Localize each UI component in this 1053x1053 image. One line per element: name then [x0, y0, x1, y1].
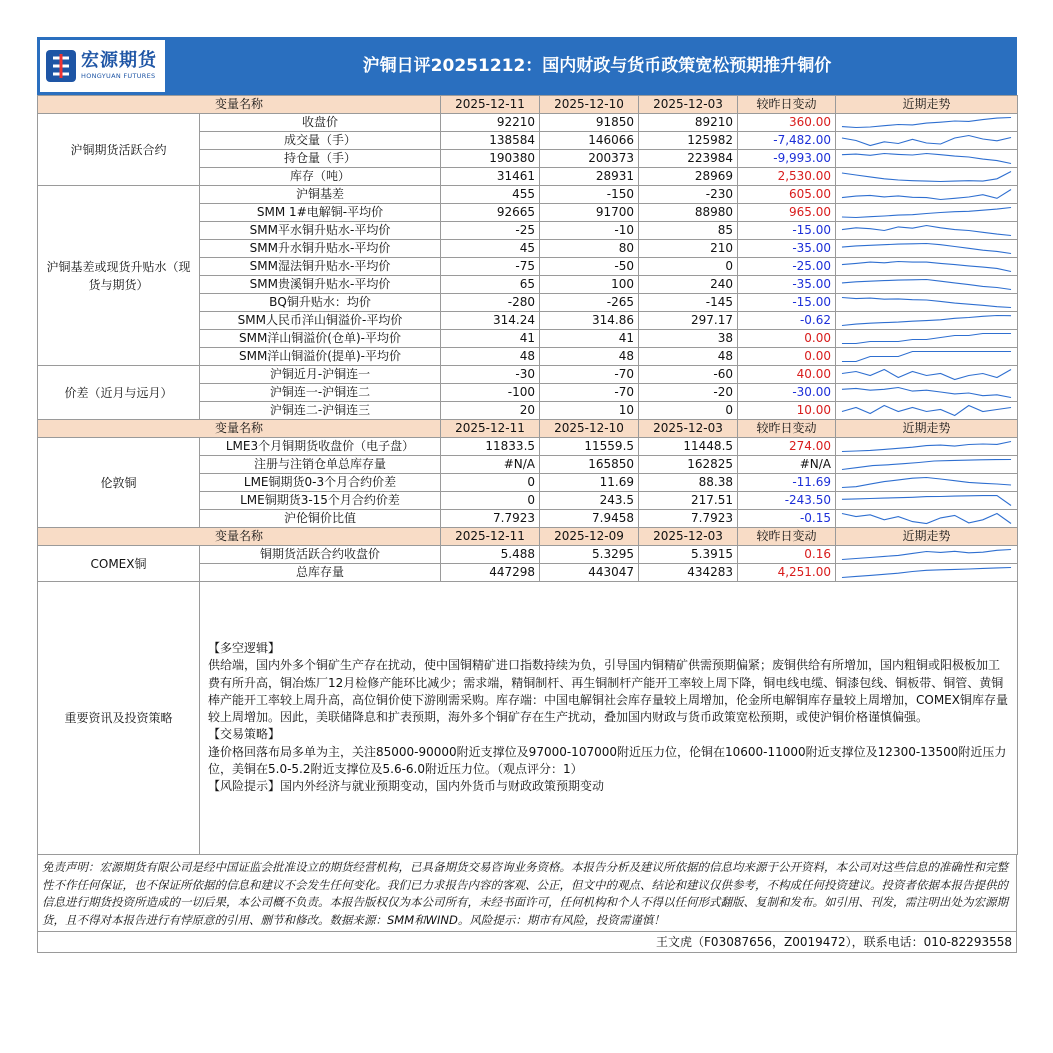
table-row	[38, 546, 1018, 564]
value-cell: 314.86	[540, 312, 639, 330]
change-cell: -30.00	[738, 384, 836, 402]
header-date: 2025-12-11	[441, 420, 540, 438]
category-label	[38, 438, 200, 528]
sparkline-chart	[840, 565, 1013, 580]
sparkline-chart	[840, 223, 1013, 238]
header-trend: 近期走势	[836, 528, 1018, 546]
sparkline-line	[842, 316, 1011, 326]
variable-name: 持仓量（手）	[200, 150, 441, 168]
value-cell: 210	[639, 240, 738, 258]
variable-name: 成交量（手）	[200, 132, 441, 150]
category-label	[38, 186, 200, 366]
sparkline-chart	[840, 511, 1013, 526]
value-cell: 20	[441, 402, 540, 420]
variable-name: SMM平水铜升贴水-平均价	[200, 222, 441, 240]
sparkline-chart	[840, 277, 1013, 292]
variable-name: SMM湿法铜升贴水-平均价	[200, 258, 441, 276]
value-cell: -60	[639, 366, 738, 384]
value-cell: 11448.5	[639, 438, 738, 456]
report-page	[37, 37, 1017, 953]
header-date: 2025-12-03	[639, 420, 738, 438]
value-cell: 11559.5	[540, 438, 639, 456]
value-cell: 100	[540, 276, 639, 294]
sparkline-chart	[840, 241, 1013, 256]
column-header-row	[38, 420, 1018, 438]
variable-name: LME3个月铜期货收盘价（电子盘）	[200, 438, 441, 456]
value-cell: 89210	[639, 114, 738, 132]
value-cell: -145	[639, 294, 738, 312]
sparkline-line	[842, 334, 1011, 344]
table-row	[38, 438, 1018, 456]
variable-name: 沪铜连二-沪铜连三	[200, 402, 441, 420]
sparkline-cell	[836, 204, 1018, 222]
value-cell: 91850	[540, 114, 639, 132]
sparkline-cell	[836, 492, 1018, 510]
change-cell: 0.16	[738, 546, 836, 564]
logo-chinese-name: 宏源期货	[81, 50, 157, 72]
variable-name: 沪伦铜价比值	[200, 510, 441, 528]
value-cell: 48	[540, 348, 639, 366]
header-var-name: 变量名称	[38, 96, 441, 114]
risk-tag: 【风险提示】	[208, 779, 281, 794]
value-cell: 10	[540, 402, 639, 420]
sparkline-cell	[836, 258, 1018, 276]
header-date: 2025-12-09	[540, 528, 639, 546]
value-cell: 7.9458	[540, 510, 639, 528]
variable-name: SMM人民币洋山铜溢价-平均价	[200, 312, 441, 330]
sparkline-line	[842, 514, 1011, 524]
change-cell: -243.50	[738, 492, 836, 510]
header-change: 较昨日变动	[738, 96, 836, 114]
category-text: 沪铜期货活跃合约	[70, 142, 167, 157]
value-cell: 80	[540, 240, 639, 258]
sparkline-chart	[840, 205, 1013, 220]
table-row	[38, 114, 1018, 132]
value-cell: 0	[441, 492, 540, 510]
sparkline-cell	[836, 510, 1018, 528]
value-cell: -230	[639, 186, 738, 204]
variable-name: SMM贵溪铜升贴水-平均价	[200, 276, 441, 294]
value-cell: 88.38	[639, 474, 738, 492]
sparkline-cell	[836, 276, 1018, 294]
change-cell: -25.00	[738, 258, 836, 276]
value-cell: 45	[441, 240, 540, 258]
sparkline-line	[842, 226, 1011, 236]
value-cell: 0	[441, 474, 540, 492]
value-cell: 0	[639, 402, 738, 420]
variable-name: 铜期货活跃合约收盘价	[200, 546, 441, 564]
sparkline-line	[842, 460, 1011, 470]
variable-name: SMM洋山铜溢价(仓单)-平均价	[200, 330, 441, 348]
variable-name: SMM升水铜升贴水-平均价	[200, 240, 441, 258]
sparkline-chart	[840, 367, 1013, 382]
category-text: COMEX铜	[90, 556, 147, 571]
sparkline-cell	[836, 474, 1018, 492]
value-cell: 243.5	[540, 492, 639, 510]
sparkline-cell	[836, 222, 1018, 240]
value-cell: 31461	[441, 168, 540, 186]
sparkline-cell	[836, 168, 1018, 186]
category-text: 伦敦铜	[100, 475, 137, 490]
variable-name: 收盘价	[200, 114, 441, 132]
sparkline-chart	[840, 457, 1013, 472]
change-cell: 40.00	[738, 366, 836, 384]
sparkline-cell	[836, 150, 1018, 168]
company-logo	[40, 40, 165, 92]
header-date: 2025-12-11	[441, 96, 540, 114]
header-trend: 近期走势	[836, 420, 1018, 438]
column-header-row	[38, 96, 1018, 114]
value-cell: 11.69	[540, 474, 639, 492]
sparkline-cell	[836, 312, 1018, 330]
strategy-category: 重要资讯及投资策略	[38, 582, 200, 855]
change-cell: 0.00	[738, 348, 836, 366]
value-cell: 455	[441, 186, 540, 204]
sparkline-cell	[836, 114, 1018, 132]
value-cell: 38	[639, 330, 738, 348]
sparkline-line	[842, 118, 1011, 128]
variable-name: SMM 1#电解铜-平均价	[200, 204, 441, 222]
value-cell: 28969	[639, 168, 738, 186]
value-cell: 297.17	[639, 312, 738, 330]
header-var-name: 变量名称	[38, 528, 441, 546]
sparkline-chart	[840, 493, 1013, 508]
header-date: 2025-12-10	[540, 420, 639, 438]
disclaimer-text: 免责声明：宏源期货有限公司是经中国证监会批准设立的期货经营机构，已具备期货交易咨询业务资格。本报告分析及建议所依据的信息均来源于公开资料，本公司对这些信息的准确性和完整性不作任何保证，也不保证所依据的信息和建议不会发生任何变化。我们已力求报告内容的客观、公正，但文中的观点、结论和建议仅供参考，不构成任何投资建议。投资者依据本报告提供的信息进行期货投资所造成的一切后果，本公司概不负责。本报告版权仅为本公司所有，未经书面许可，任何机构和个人不得以任何形式翻版、复制和发布。如引用、刊发，需注明出处为宏源期货，且不得对本报告进行有悖原意的引用、删节和修改。数据来源：SMM和WIND。风险提示：期市有风险，投资需谨慎！	[38, 855, 1016, 932]
variable-name: 沪铜近月-沪铜连一	[200, 366, 441, 384]
variable-name: 沪铜连一-沪铜连二	[200, 384, 441, 402]
header-trend: 近期走势	[836, 96, 1018, 114]
value-cell: 48	[639, 348, 738, 366]
change-cell: 2,530.00	[738, 168, 836, 186]
value-cell: #N/A	[441, 456, 540, 474]
variable-name: 注册与注销仓单总库存量	[200, 456, 441, 474]
change-cell: -9,993.00	[738, 150, 836, 168]
header-date: 2025-12-03	[639, 96, 738, 114]
sparkline-chart	[840, 295, 1013, 310]
sparkline-line	[842, 406, 1011, 416]
sparkline-chart	[840, 403, 1013, 418]
change-cell: 4,251.00	[738, 564, 836, 582]
sparkline-line	[842, 136, 1011, 146]
value-cell: 92665	[441, 204, 540, 222]
variable-name: LME铜期货3-15个月合约价差	[200, 492, 441, 510]
sparkline-line	[842, 550, 1011, 560]
value-cell: -100	[441, 384, 540, 402]
sparkline-line	[842, 370, 1011, 380]
value-cell: -265	[540, 294, 639, 312]
value-cell: 200373	[540, 150, 639, 168]
sparkline-chart	[840, 259, 1013, 274]
sparkline-line	[842, 280, 1011, 290]
variable-name: LME铜期货0-3个月合约价差	[200, 474, 441, 492]
sparkline-chart	[840, 439, 1013, 454]
change-cell: 274.00	[738, 438, 836, 456]
value-cell: 223984	[639, 150, 738, 168]
value-cell: 41	[441, 330, 540, 348]
value-cell: 190380	[441, 150, 540, 168]
header-var-name: 变量名称	[38, 420, 441, 438]
sparkline-chart	[840, 169, 1013, 184]
sparkline-chart	[840, 313, 1013, 328]
value-cell: 91700	[540, 204, 639, 222]
sparkline-line	[842, 208, 1011, 218]
change-cell: -35.00	[738, 276, 836, 294]
value-cell: 0	[639, 258, 738, 276]
sparkline-line	[842, 172, 1011, 182]
sparkline-chart	[840, 547, 1013, 562]
value-cell: 314.24	[441, 312, 540, 330]
report-footer	[37, 855, 1017, 953]
header-change: 较昨日变动	[738, 528, 836, 546]
sparkline-chart	[840, 331, 1013, 346]
variable-name: BQ铜升贴水：均价	[200, 294, 441, 312]
table-row	[38, 186, 1018, 204]
sparkline-line	[842, 388, 1011, 398]
category-label	[38, 546, 200, 582]
sparkline-cell	[836, 366, 1018, 384]
header-change: 较昨日变动	[738, 420, 836, 438]
value-cell: 41	[540, 330, 639, 348]
trade-tag: 【交易策略】	[208, 727, 281, 742]
value-cell: 138584	[441, 132, 540, 150]
sparkline-cell	[836, 438, 1018, 456]
change-cell: 10.00	[738, 402, 836, 420]
value-cell: 48	[441, 348, 540, 366]
sparkline-cell	[836, 330, 1018, 348]
value-cell: -280	[441, 294, 540, 312]
category-label	[38, 114, 200, 186]
change-cell: -35.00	[738, 240, 836, 258]
value-cell: -50	[540, 258, 639, 276]
header-date: 2025-12-11	[441, 528, 540, 546]
value-cell: 7.7923	[441, 510, 540, 528]
logic-text: 供给端，国内外多个铜矿生产存在扰动，使中国铜精矿进口指数持续为负，引导国内铜精矿供需预期偏紧；废铜供给有所增加，国内粗铜或阳极板加工费有所升高，铜冶炼厂12月检修产能环比减少；需求端，精铜制杆、再生铜制杆产能开工率较上周下降，铜电线电缆、铜漆包线、铜板带、铜管、黄铜棒产能开工率较上周升高，高位铜价使下游刚需采购。库存端：中国电解铜社会库存量较上周增加，伦金所电解铜库存量较上周增加，COMEX铜库存量较上周增加。因此，美联储降息和扩表预期，海外多个铜矿存在生产扰动，叠加国内财政与货币政策宽松预期，或使沪铜价格谨慎偏强。	[208, 658, 1008, 725]
value-cell: -25	[441, 222, 540, 240]
sparkline-chart	[840, 151, 1013, 166]
category-text: 价差（近月与远月）	[64, 385, 173, 400]
value-cell: -70	[540, 366, 639, 384]
value-cell: 125982	[639, 132, 738, 150]
change-cell: 0.00	[738, 330, 836, 348]
category-text: 沪铜基差或现货升贴水（现货与期货）	[46, 259, 191, 292]
data-table	[37, 95, 1018, 855]
logic-tag: 【多空逻辑】	[208, 641, 281, 655]
value-cell: 162825	[639, 456, 738, 474]
sparkline-chart	[840, 115, 1013, 130]
sparkline-cell	[836, 384, 1018, 402]
sparkline-cell	[836, 132, 1018, 150]
value-cell: -20	[639, 384, 738, 402]
change-cell: 965.00	[738, 204, 836, 222]
sparkline-cell	[836, 240, 1018, 258]
sparkline-line	[842, 496, 1011, 506]
sparkline-line	[842, 298, 1011, 308]
change-cell: -0.15	[738, 510, 836, 528]
value-cell: 5.3295	[540, 546, 639, 564]
sparkline-line	[842, 244, 1011, 254]
sparkline-cell	[836, 564, 1018, 582]
sparkline-line	[842, 154, 1011, 164]
change-cell: -15.00	[738, 222, 836, 240]
column-header-row	[38, 528, 1018, 546]
variable-name: 总库存量	[200, 564, 441, 582]
change-cell: -7,482.00	[738, 132, 836, 150]
risk-text: 国内外经济与就业预期变动，国内外货币与财政政策预期变动	[280, 779, 605, 794]
sparkline-cell	[836, 186, 1018, 204]
value-cell: -70	[540, 384, 639, 402]
variable-name: SMM洋山铜溢价(提单)-平均价	[200, 348, 441, 366]
value-cell: 92210	[441, 114, 540, 132]
value-cell: -30	[441, 366, 540, 384]
change-cell: #N/A	[738, 456, 836, 474]
value-cell: 85	[639, 222, 738, 240]
sparkline-chart	[840, 187, 1013, 202]
value-cell: 65	[441, 276, 540, 294]
sparkline-cell	[836, 402, 1018, 420]
variable-name: 库存（吨）	[200, 168, 441, 186]
value-cell: 88980	[639, 204, 738, 222]
sparkline-chart	[840, 475, 1013, 490]
sparkline-chart	[840, 133, 1013, 148]
header-date: 2025-12-03	[639, 528, 738, 546]
category-label	[38, 366, 200, 420]
change-cell: -11.69	[738, 474, 836, 492]
value-cell: 5.488	[441, 546, 540, 564]
sparkline-cell	[836, 294, 1018, 312]
value-cell: 217.51	[639, 492, 738, 510]
value-cell: -10	[540, 222, 639, 240]
sparkline-line	[842, 190, 1011, 200]
value-cell: 146066	[540, 132, 639, 150]
change-cell: 605.00	[738, 186, 836, 204]
sparkline-chart	[840, 385, 1013, 400]
sparkline-line	[842, 478, 1011, 488]
value-cell: 434283	[639, 564, 738, 582]
value-cell: 11833.5	[441, 438, 540, 456]
value-cell: 28931	[540, 168, 639, 186]
table-row	[38, 366, 1018, 384]
value-cell: 240	[639, 276, 738, 294]
report-title: 沪铜日评20251212：国内财政与货币政策宽松预期推升铜价	[362, 56, 832, 76]
value-cell: 7.7923	[639, 510, 738, 528]
analyst-contact: 王文虎（F03087656，Z0019472），联系电话：010-82293558	[656, 935, 1012, 949]
sparkline-chart	[840, 349, 1013, 364]
sparkline-line	[842, 568, 1011, 578]
value-cell: 165850	[540, 456, 639, 474]
logo-english-name: HONGYUAN FUTURES	[81, 72, 156, 81]
sparkline-line	[842, 442, 1011, 452]
header-date: 2025-12-10	[540, 96, 639, 114]
sparkline-cell	[836, 348, 1018, 366]
value-cell: -150	[540, 186, 639, 204]
trade-text: 逢价格回落布局多单为主，关注85000-90000附近支撑位及97000-107000附近压力位，伦铜在10600-11000附近支撑位及12300-13500附近压力位，美铜在5.0-5.2附近支撑位及5.6-6.0附近压力位。（观点评分：1）	[208, 744, 1007, 777]
risk-line	[208, 778, 1009, 795]
sparkline-line	[842, 262, 1011, 272]
value-cell: 447298	[441, 564, 540, 582]
variable-name: 沪铜基差	[200, 186, 441, 204]
value-cell: -75	[441, 258, 540, 276]
hongyuan-logo-icon	[44, 46, 78, 86]
sparkline-line	[842, 352, 1011, 362]
report-banner	[37, 37, 1017, 95]
sparkline-cell	[836, 546, 1018, 564]
value-cell: 443047	[540, 564, 639, 582]
value-cell: 5.3915	[639, 546, 738, 564]
strategy-row	[38, 582, 1018, 855]
strategy-content	[200, 582, 1018, 855]
sparkline-cell	[836, 456, 1018, 474]
change-cell: -15.00	[738, 294, 836, 312]
change-cell: 360.00	[738, 114, 836, 132]
change-cell: -0.62	[738, 312, 836, 330]
